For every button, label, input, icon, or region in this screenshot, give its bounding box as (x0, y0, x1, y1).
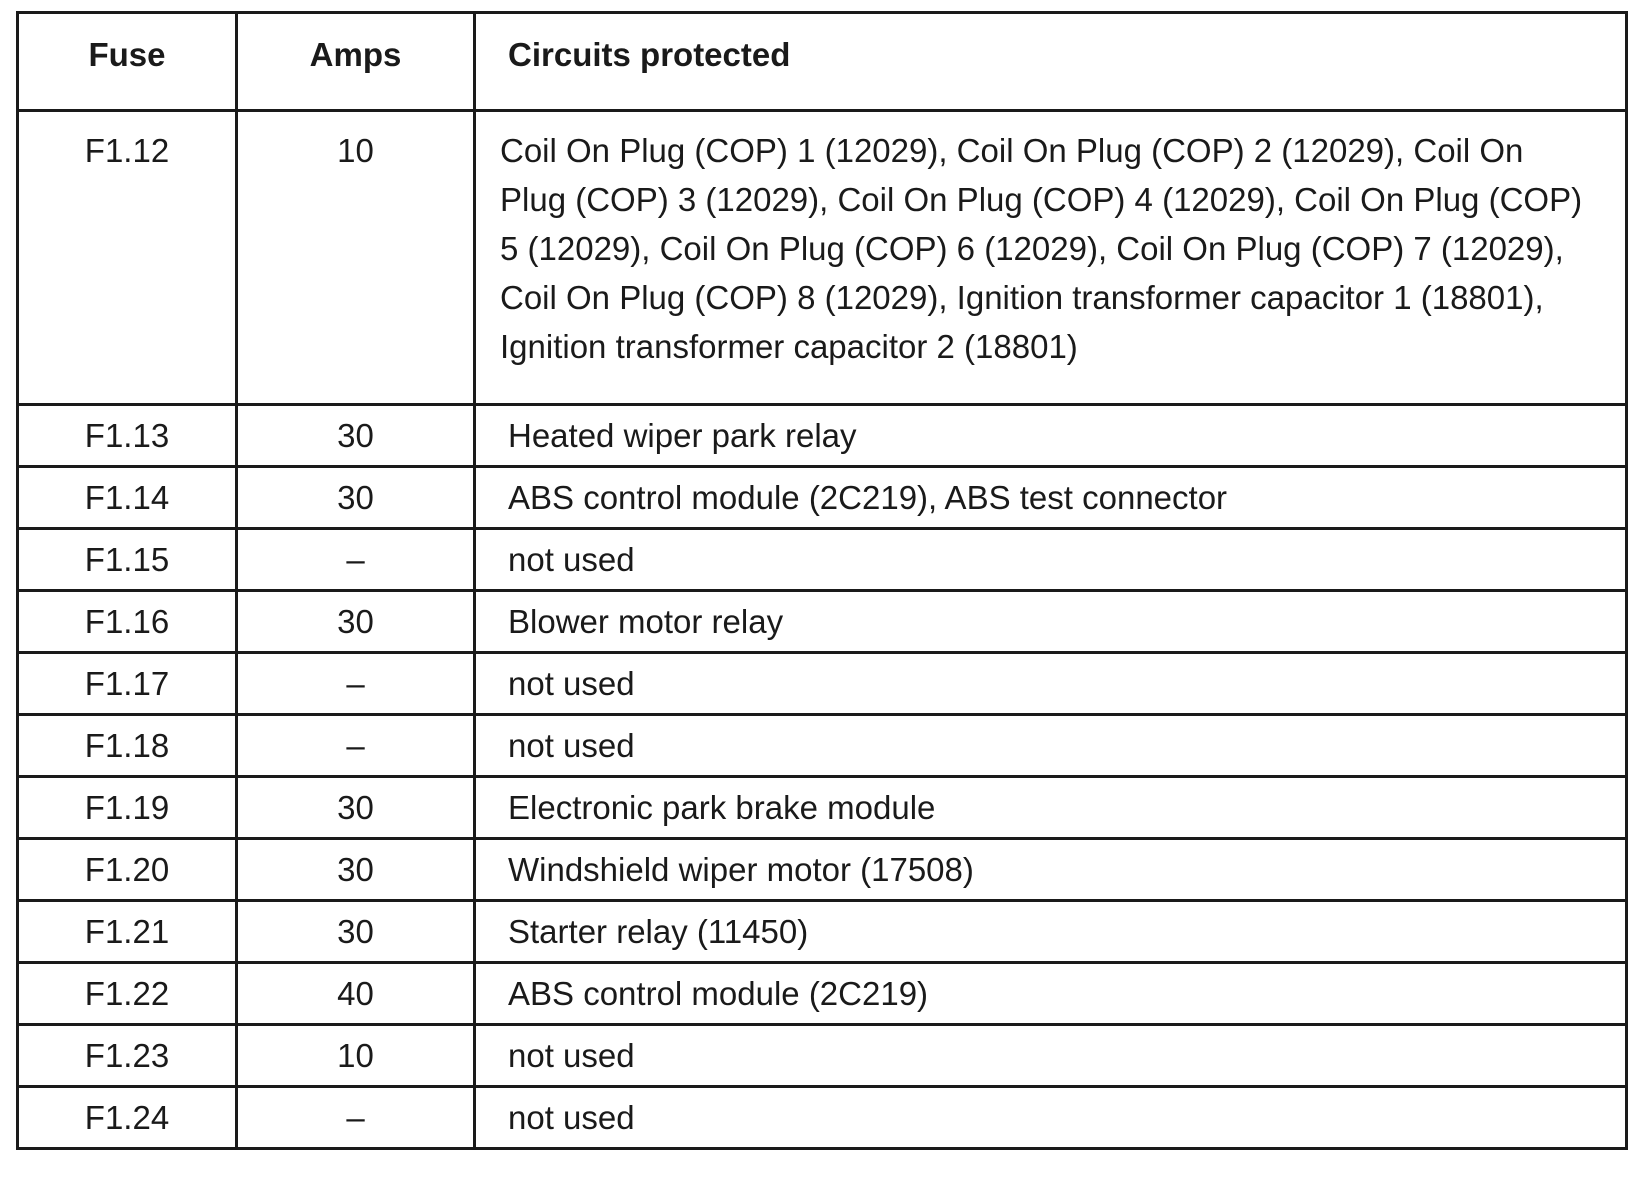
fuse-cell: F1.22 (18, 963, 237, 1025)
header-amps: Amps (237, 13, 475, 111)
fuse-cell: F1.15 (18, 529, 237, 591)
amps-cell: 10 (237, 1025, 475, 1087)
table-row (18, 715, 1627, 777)
fuse-cell: F1.12 (18, 111, 237, 405)
amps-cell: 30 (237, 901, 475, 963)
amps-cell: – (237, 653, 475, 715)
circuits-cell: not used (475, 1087, 1627, 1149)
amps-cell: 30 (237, 839, 475, 901)
fuse-cell: F1.20 (18, 839, 237, 901)
amps-cell: 30 (237, 467, 475, 529)
fuse-cell: F1.23 (18, 1025, 237, 1087)
fuse-cell: F1.18 (18, 715, 237, 777)
circuits-cell: Windshield wiper motor (17508) (475, 839, 1627, 901)
circuits-cell: Heated wiper park relay (475, 405, 1627, 467)
fuse-cell: F1.16 (18, 591, 237, 653)
amps-cell: – (237, 715, 475, 777)
table-row (18, 529, 1627, 591)
table-row (18, 839, 1627, 901)
header-circuits: Circuits protected (475, 13, 1627, 111)
fuse-cell: F1.21 (18, 901, 237, 963)
table-row (18, 963, 1627, 1025)
table-row (18, 405, 1627, 467)
fuse-table (16, 11, 1628, 1150)
amps-cell: – (237, 529, 475, 591)
table-row (18, 591, 1627, 653)
table-row (18, 1025, 1627, 1087)
circuits-cell: Coil On Plug (COP) 1 (12029), Coil On Plug (COP) 2 (12029), Coil On Plug (COP) 3 (12029), Coil On Plug (COP) 4 (12029), Coil On Plug (COP) 5 (12029), Coil On Plug (COP) 6 (12029), Coil On Plug (COP) 7 (12029), Coil On Plug (COP) 8 (12029), Ignition transformer capacitor 1 (18801), Ignition transformer capacitor 2 (18801) (475, 111, 1627, 405)
table-row (18, 111, 1627, 405)
table-row (18, 467, 1627, 529)
fuse-cell: F1.19 (18, 777, 237, 839)
table-row (18, 1087, 1627, 1149)
amps-cell: 30 (237, 777, 475, 839)
circuits-cell: Blower motor relay (475, 591, 1627, 653)
circuits-cell: Starter relay (11450) (475, 901, 1627, 963)
fuse-cell: F1.24 (18, 1087, 237, 1149)
circuits-cell: not used (475, 1025, 1627, 1087)
amps-cell: – (237, 1087, 475, 1149)
table-row (18, 777, 1627, 839)
amps-cell: 10 (237, 111, 475, 405)
header-fuse: Fuse (18, 13, 237, 111)
amps-cell: 30 (237, 405, 475, 467)
circuits-cell: ABS control module (2C219), ABS test connector (475, 467, 1627, 529)
table-row (18, 901, 1627, 963)
circuits-cell: ABS control module (2C219) (475, 963, 1627, 1025)
fuse-cell: F1.17 (18, 653, 237, 715)
circuits-cell: Electronic park brake module (475, 777, 1627, 839)
header-row (18, 13, 1627, 111)
circuits-cell: not used (475, 653, 1627, 715)
fuse-cell: F1.13 (18, 405, 237, 467)
table-row (18, 653, 1627, 715)
circuits-cell: not used (475, 715, 1627, 777)
amps-cell: 30 (237, 591, 475, 653)
amps-cell: 40 (237, 963, 475, 1025)
circuits-cell: not used (475, 529, 1627, 591)
fuse-cell: F1.14 (18, 467, 237, 529)
